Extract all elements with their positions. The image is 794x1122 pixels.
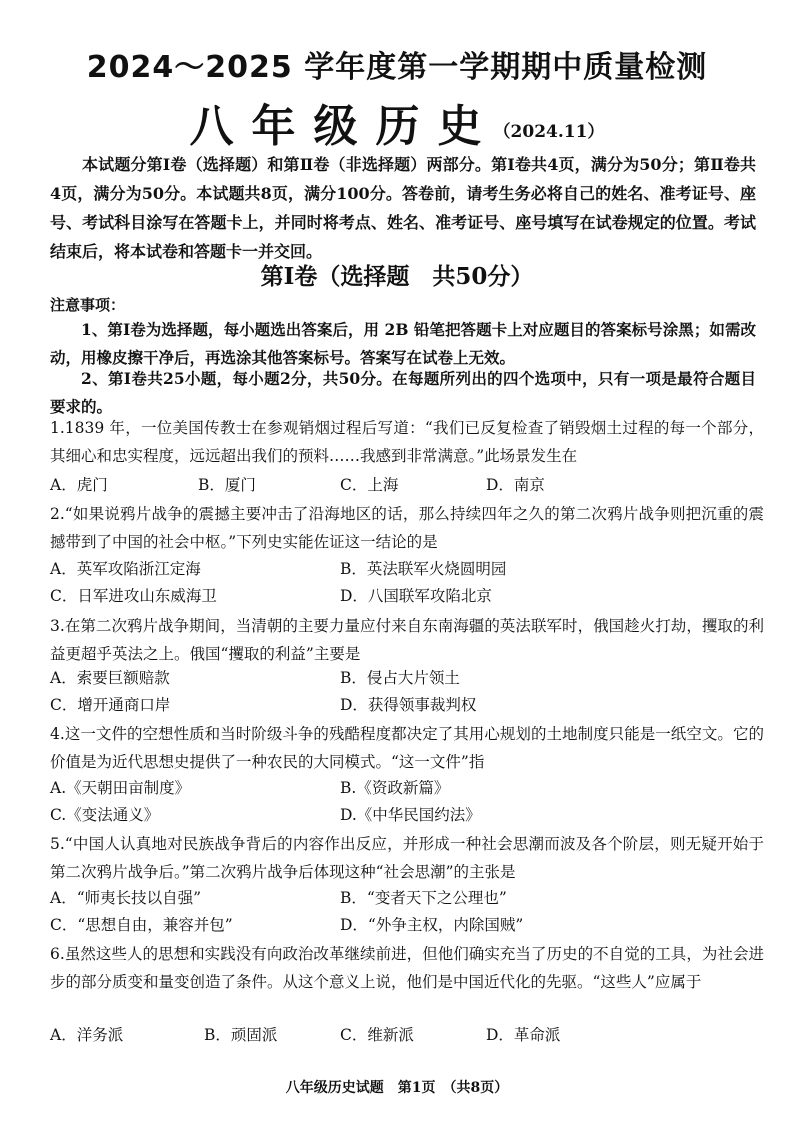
question-1-option-c[interactable]: C．上海 [340,476,399,494]
question-4-option-a[interactable]: A.《天朝田亩制度》 [50,779,191,797]
question-6-option-d[interactable]: D．革命派 [486,1026,561,1044]
question-5-option-d[interactable]: D．“外争主权，内除国贼” [340,916,524,934]
question-2-option-c[interactable]: C．日军进攻山东威海卫 [50,587,217,605]
question-3-option-c[interactable]: C．增开通商口岸 [50,696,171,714]
question-1-option-b[interactable]: B．厦门 [198,476,256,494]
question-5-option-b[interactable]: B．“变者天下之公理也” [340,889,507,907]
question-1-option-a[interactable]: A．虎门 [50,476,108,494]
question-3-option-d[interactable]: D．获得领事裁判权 [340,696,477,714]
exam-title: 2024～2025 学年度第一学期期中质量检测 [86,50,708,85]
question-2-stem: 2.“如果说鸦片战争的震撼主要冲击了沿海地区的话，那么持续四年之久的第二次鸦片战争则把沉重的震撼带到了中国的社会中枢。”下列史实能佐证这一结论的是 [50,505,764,551]
question-6-option-a[interactable]: A．洋务派 [50,1026,124,1044]
question-2-option-a[interactable]: A．英军攻陷浙江定海 [50,560,201,578]
question-4-option-d[interactable]: D.《中华民国约法》 [340,806,481,824]
exam-date: （2024.11） [493,122,605,142]
question-3-option-a[interactable]: A．索要巨额赔款 [50,669,170,687]
question-1-stem: 1.1839 年，一位美国传教士在参观销烟过程后写道：“我们已反复检查了销毁烟土过程的每一个部分，其细心和忠实程度，远远超出我们的预料……我感到非常满意。”此场景发生在 [50,419,764,465]
question-4-stem: 4.这一文件的空想性质和当时阶级斗争的残酷程度都决定了其用心规划的土地制度只能是一纸空文。它的价值是为近代思想史提供了一种农民的大同模式。“这一文件”指 [50,725,764,771]
notice-title: 注意事项： [50,296,126,314]
question-5-option-c[interactable]: C．“思想自由，兼容并包” [50,916,233,934]
section-heading: 第Ⅰ卷（选择题 共50分） [260,263,534,290]
question-2-option-b[interactable]: B．英法联军火烧圆明园 [340,560,507,578]
question-5-stem: 5.“中国人认真地对民族战争背后的内容作出反应，并形成一种社会思潮而波及各个阶层，则无疑开始于第二次鸦片战争后。”第二次鸦片战争后体现这种“社会思潮”的主张是 [50,835,764,881]
question-2-option-d[interactable]: D．八国联军攻陷北京 [340,587,492,605]
question-6-stem: 6.虽然这些人的思想和实践没有向政治改革继续前进，但他们确实充当了历史的不自觉的工具，为社会进步的部分质变和量变创造了条件。从这个意义上说，他们是中国近代化的先驱。“这些人”应属于 [50,945,764,991]
question-4-option-c[interactable]: C.《变法通义》 [50,806,160,824]
question-3-stem: 3.在第二次鸦片战争期间，当清朝的主要力量应付来自东南海疆的英法联军时，俄国趁火打劫，攫取的利益更超乎英法之上。俄国“攫取的利益”主要是 [50,617,764,663]
question-4-option-b[interactable]: B.《资政新篇》 [340,779,450,797]
question-6-option-c[interactable]: C．维新派 [340,1026,414,1044]
question-3-option-b[interactable]: B．侵占大片领土 [340,669,460,687]
exam-instructions: 本试题分第Ⅰ卷（选择题）和第Ⅱ卷（非选择题）两部分。第Ⅰ卷共4页，满分为50分；第Ⅱ卷共4页，满分为50分。本试题共8页，满分100分。答卷前，请考生务必将自己的姓名、准考证号、座号、考试科目涂写在答题卡上，并同时将考点、姓名、准考证号、座号填写在试卷规定的位置。考试结束后，将本试卷和答题卡一并交回。 [50,155,756,261]
question-1-option-d[interactable]: D．南京 [486,476,545,494]
question-6-option-b[interactable]: B．顽固派 [204,1026,278,1044]
page-footer: 八年级历史试题 第1页 （共8页） [285,1080,509,1096]
notice-item: 1、第Ⅰ卷为选择题，每小题选出答案后，用 2B 铅笔把答题卡上对应题目的答案标号涂黑；如需改动，用橡皮擦干净后，再选涂其他答案标号。答案写在试卷上无效。 [50,320,756,367]
subject-title: 八年级历史 [189,101,500,152]
notice-item: 2、第Ⅰ卷共25小题，每小题2分，共50分。在每题所列出的四个选项中，只有一项是最符合题目要求的。 [50,369,756,416]
question-5-option-a[interactable]: A．“师夷长技以自强” [50,889,202,907]
